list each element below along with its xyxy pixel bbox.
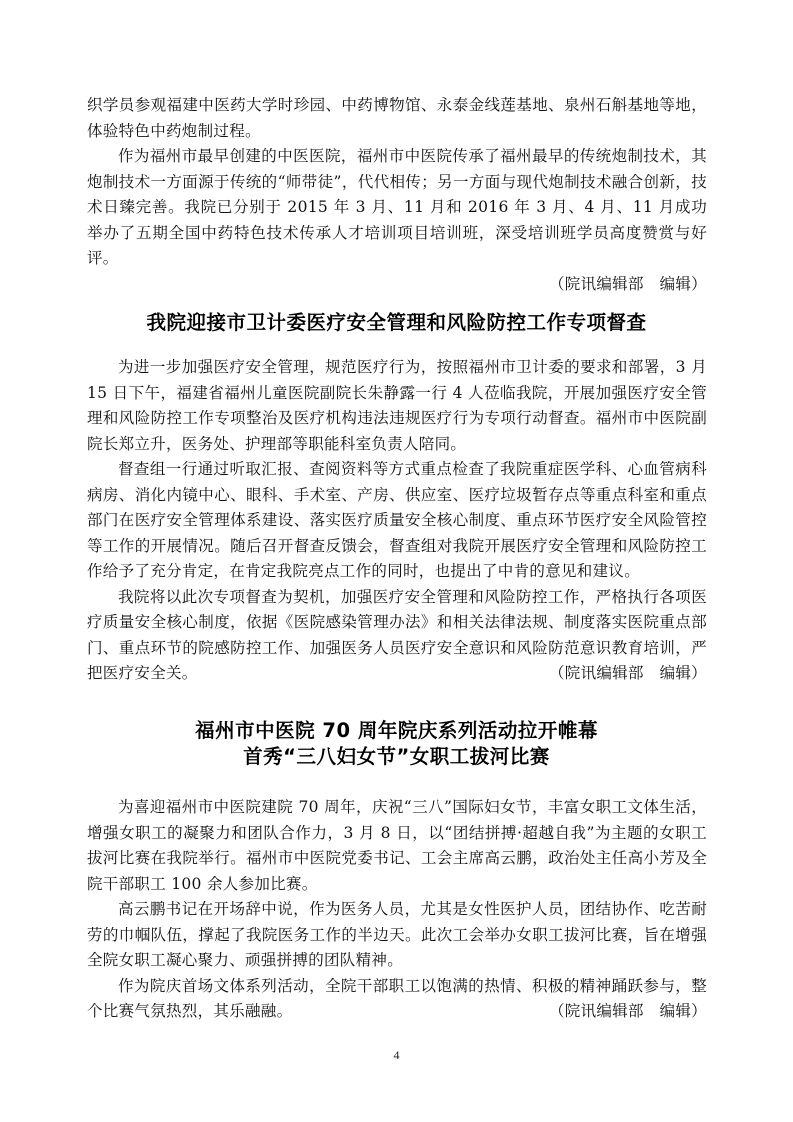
article-1-paragraph-1: 织学员参观福建中医药大学时珍园、中药博物馆、永泰金线莲基地、泉州石斛基地等地，体验特色中药炮制过程。 bbox=[87, 96, 707, 140]
article-1-body bbox=[87, 93, 707, 297]
article-2-body bbox=[87, 355, 707, 687]
article-2-paragraph-3 bbox=[87, 585, 707, 687]
article-1-credit: （院讯编辑部 编辑） bbox=[548, 274, 707, 293]
article-3-credit: （院讯编辑部 编辑） bbox=[548, 1002, 707, 1020]
article-3-body bbox=[87, 795, 707, 1025]
article-3-paragraph-3 bbox=[87, 974, 707, 1025]
article-1-paragraph-2: 作为福州市最早创建的中医医院，福州市中医院传承了福州最早的传统炮制技术，其炮制技术一方面源于传统的“师带徒”，代代相传；另一方面与现代炮制技术融合创新，技术日臻完善。我院已分别于 2015 年 3 月、11 月和 2016 年 3 月、4 月、11 月成功举办了五期全国中药特色技术传承人才培训项目培训班，深受培训班学员高度赞赏与好评。 bbox=[87, 147, 707, 267]
article-3-title bbox=[60, 718, 733, 770]
article-2-title: 我院迎接市卫计委医疗安全管理和风险防控工作专项督查 bbox=[146, 311, 647, 334]
article-2-paragraph-1: 为进一步加强医疗安全管理，规范医疗行为，按照福州市卫计委的要求和部署，3 月 15 日下午，福建省福州儿童医院副院长朱静露一行 4 人莅临我院，开展加强医疗安全管理和风险防控工作专项整治及医疗机构违法违规医疗行为专项行动督查。福州市中医院副院长郑立升，医务处、护理部等职能科室负责人陪同。 bbox=[87, 358, 707, 453]
article-3-paragraph-1: 为喜迎福州市中医院建院 70 周年，庆祝“三八”国际妇女节，丰富女职工文体生活，增强女职工的凝聚力和团队合作力，3 月 8 日，以“团结拼搏·超越自我”为主题的女职工拔河比赛在我院举行。福州市中医院党委书记、工会主席高云鹏，政治处主任高小芳及全院干部职工 100 余人参加比赛。 bbox=[87, 798, 707, 893]
article-3-title-line-2: 首秀“三八妇女节”女职工拔河比赛 bbox=[243, 745, 550, 768]
article-3-paragraph-3-text: 作为院庆首场文体系列活动，全院干部职工以饱满的热情、积极的精神踊跃参与，整个比赛气氛热烈，其乐融融。 bbox=[87, 976, 707, 1020]
article-2-credit: （院讯编辑部 编辑） bbox=[548, 664, 707, 682]
article-3-paragraph-2: 高云鹏书记在开场辞中说，作为医务人员，尤其是女性医护人员，团结协作、吃苦耐劳的巾帼队伍，撑起了我院医务工作的半边天。此次工会举办女职工拔河比赛，旨在增强全院女职工凝心聚力、顽强拼搏的团队精神。 bbox=[87, 900, 707, 969]
article-2-paragraph-2: 督查组一行通过听取汇报、查阅资料等方式重点检查了我院重症医学科、心血管病科病房、消化内镜中心、眼科、手术室、产房、供应室、医疗垃圾暂存点等重点科室和重点部门在医疗安全管理体系建设、落实医疗质量安全核心制度、重点环节医疗安全风险管控等工作的开展情况。随后召开督查反馈会，督查组对我院开展医疗安全管理和风险防控工作给予了充分肯定，在肯定我院亮点工作的同时，也提出了中肯的意见和建议。 bbox=[87, 460, 707, 580]
page-number: 4 bbox=[393, 1048, 400, 1062]
article-3-title-line-1: 福州市中医院 70 周年院庆系列活动拉开帷幕 bbox=[195, 719, 598, 742]
article-2-paragraph-3-text: 我院将以此次专项督查为契机，加强医疗安全管理和风险防控工作，严格执行各项医疗质量安全核心制度，依据《医院感染管理办法》和相关法律法规、制度落实医院重点部门、重点环节的院感防控工作、加强医务人员医疗安全意识和风险防范意识教育培训，严把医疗安全关。 bbox=[87, 587, 707, 682]
